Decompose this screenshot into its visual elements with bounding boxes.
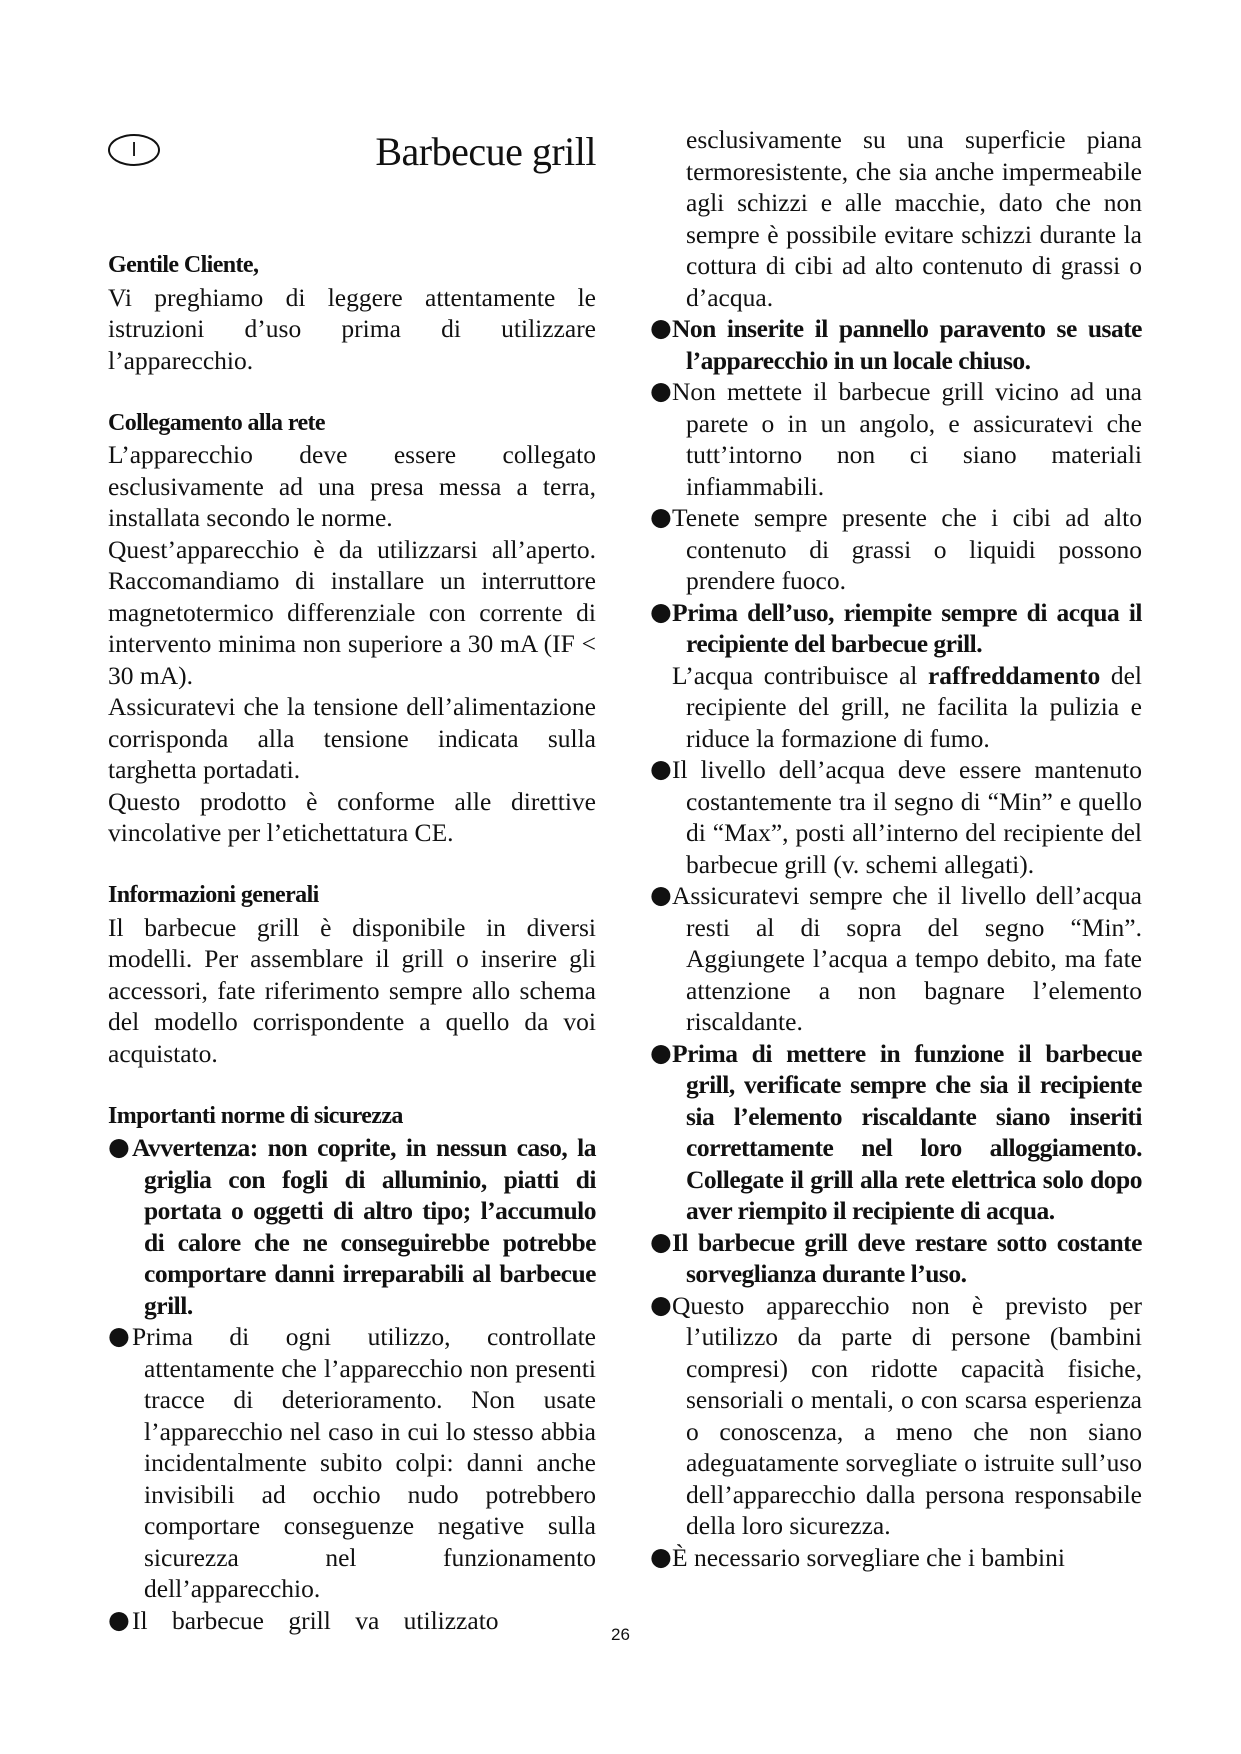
bullet-icon: ● [650, 880, 672, 909]
list-item [650, 376, 1142, 502]
list-item [650, 1542, 1142, 1574]
bullet-icon: ● [108, 1604, 130, 1634]
list-item [650, 754, 1142, 880]
left-column [108, 250, 596, 1636]
list-item-text: Assicuratevi sempre che il livello dell’acqua resti al di sopra del segno “Min”. Aggiungete l’acqua a tempo debito, ma fate attenzione a non bagnare l’elemento riscaldante. [672, 881, 1142, 1036]
bullet-icon: ● [650, 1226, 672, 1256]
bullet-icon: ● [650, 376, 672, 405]
bullet-icon: ● [108, 1321, 130, 1350]
list-item-text: Il barbecue grill deve restare sotto costante sorveglianza durante l’uso. [672, 1227, 1142, 1288]
page-number: 26 [611, 1625, 630, 1644]
bullet-icon: ● [650, 1541, 672, 1571]
page-title: Barbecue grill [375, 129, 596, 174]
water-note-bold: raffreddamento [927, 660, 1101, 690]
bullet-icon: ● [650, 502, 672, 531]
bullet-icon: ● [650, 1289, 672, 1319]
greeting-body: Vi preghiamo di leggere attentamente le istruzioni d’uso prima di utilizzare l’apparecchio. [108, 282, 596, 375]
water-note-suffix: del recipiente del grill, ne facilita la pulizia e riduce la formazione di fumo. [686, 660, 1142, 753]
list-item [108, 1321, 596, 1605]
list-item-text: Il barbecue grill va utilizzato [132, 1605, 499, 1635]
water-note-prefix: L’acqua contribuisce al [672, 660, 928, 690]
list-item-text: Prima dell’uso, riempite sempre di acqua il recipiente del barbecue grill. [672, 597, 1142, 658]
water-note [672, 660, 1142, 755]
list-item-text: Prima di mettere in funzione il barbecue grill, verificate sempre che sia il recipiente sia l’elemento riscaldante siano inseriti correttamente nel loro alloggiamento. Collegate il grill alla rete elettrica solo dopo aver riempito il recipiente di acqua. [672, 1038, 1142, 1225]
list-item-text: È necessario sorvegliare che i bambini [672, 1542, 1065, 1572]
general-heading: Informazioni generali [108, 882, 319, 908]
list-item [108, 1132, 596, 1321]
list-item [650, 1038, 1142, 1227]
list-item-text: Avvertenza: non coprite, in nessun caso, la griglia con fogli di alluminio, piatti di portata o oggetti di altro tipo; l’accumulo di calore che ne conseguirebbe potrebbe comportare danni irreparabili al barbecue grill. [132, 1133, 596, 1320]
list-item [650, 313, 1142, 376]
list-item-text: Questo apparecchio non è previsto per l’utilizzo da parte di persone (bambini compresi) con ridotte capacità fisiche, sensoriali o mentali, o con scarsa esperienza o conoscenza, a meno che non siano adeguatamente sorvegliate o istruite sull’uso dell’apparecchio dalla persona responsabile della loro sicurezza. [672, 1290, 1142, 1540]
safety-heading: Importanti norme di sicurezza [108, 1102, 403, 1129]
connection-paragraph: L’apparecchio deve essere collegato esclusivamente ad una presa messa a terra, installata secondo le norme. [108, 440, 596, 532]
connection-paragraph: Quest’apparecchio è da utilizzarsi all’aperto. Raccomandiamo di installare un interruttore magnetotermico differenziale con corrente di intervento minima non superiore a 30 mA (IF < 30 mA). [108, 534, 596, 690]
page-header [108, 128, 596, 188]
right-column [650, 124, 1142, 1573]
connection-paragraph: Questo prodotto è conforme alle direttive vincolative per l’etichettatura CE. [108, 786, 596, 847]
list-item [650, 880, 1142, 1038]
bullet-icon: ● [650, 754, 672, 783]
connection-paragraph: Assicuratevi che la tensione dell’alimentazione corrisponda alla tensione indicata sulla targhetta portadati. [108, 692, 596, 784]
list-item-text: Il livello dell’acqua deve essere mantenuto costantemente tra il segno di “Min” e quello di “Max”, posti all’interno del recipiente del barbecue grill (v. schemi allegati). [672, 755, 1142, 879]
list-item-text: Tenete sempre presente che i cibi ad alto contenuto di grassi o liquidi possono prendere fuoco. [672, 503, 1142, 595]
general-body: Il barbecue grill è disponibile in diversi modelli. Per assemblare il grill o inserire gli accessori, fate riferimento sempre allo schema del modello corrispondente a quello da voi acquistato. [108, 912, 596, 1068]
list-item-text: Prima di ogni utilizzo, controllate attentamente che l’apparecchio non presenti tracce di deterioramento. Non usate l’apparecchio nel caso in cui lo stesso abbia incidentalmente subito colpi: danni anche invisibili ad occhio nudo potrebbero comportare conseguenze negative sulla sicurezza nel funzionamento dell’apparecchio. [132, 1322, 596, 1603]
list-item [650, 1227, 1142, 1290]
list-item-text: Non mettete il barbecue grill vicino ad una parete o in un angolo, e assicuratevi che tutt’intorno non ci siano materiali infiammabili. [672, 377, 1142, 501]
list-item [650, 1290, 1142, 1542]
connection-heading: Collegamento alla rete [108, 409, 325, 436]
bullet-icon: ● [650, 313, 672, 342]
language-badge: I [108, 134, 160, 166]
list-item-text: Non inserite il pannello paravento se usate l’apparecchio in un locale chiuso. [672, 314, 1142, 375]
bullet-icon: ● [650, 1037, 672, 1067]
continuation-text: esclusivamente su una superficie piana termoresistente, che sia anche impermeabile agli schizzi e alle macchie, dato che non sempre è possibile evitare schizzi durante la cottura di cibi ad alto contenuto di grassi o d’acqua. [686, 125, 1142, 312]
bullet-icon: ● [108, 1132, 130, 1161]
list-item [650, 502, 1142, 597]
list-item [650, 597, 1142, 755]
bullet-icon: ● [650, 596, 672, 626]
greeting-heading: Gentile Cliente, [108, 252, 259, 278]
